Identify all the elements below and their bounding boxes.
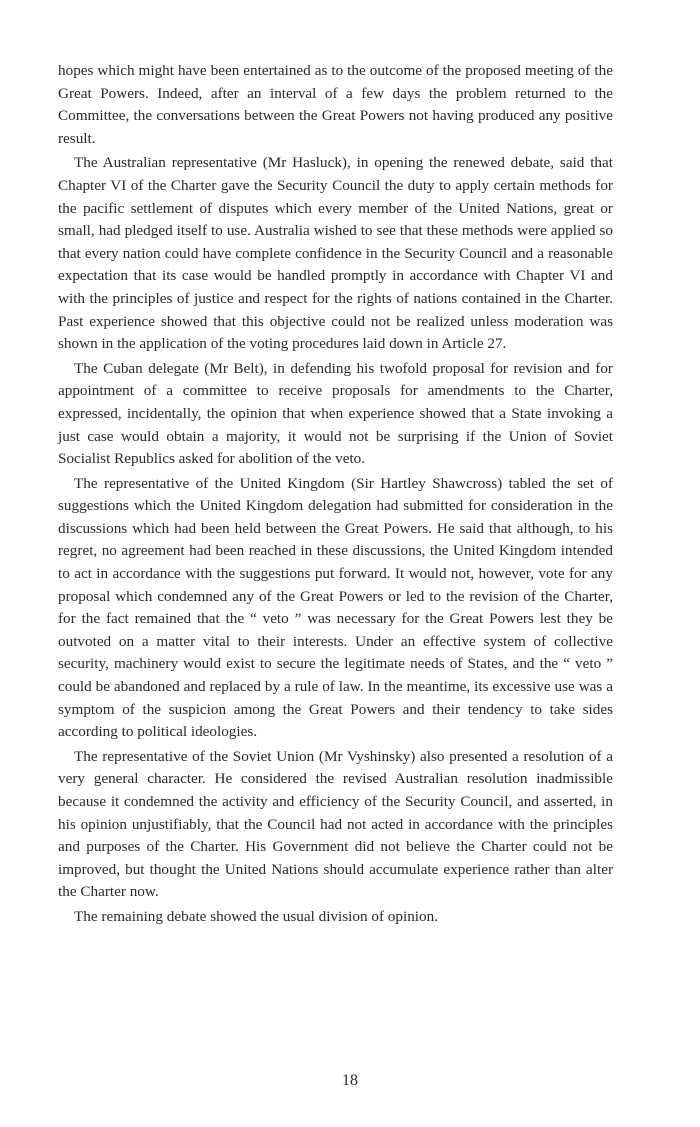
- paragraph-cuban-delegate: The Cuban delegate (Mr Belt), in defending his twofold proposal for revision and for appointment of a committee to receive proposals for amendments to the Charter, expressed, incidentally, the opinion that when experience showed that a State invoking a just case would obtain a majority, it would not be surprising if the Union of Soviet Socialist Republics asked for abolition of the veto.: [58, 359, 613, 468]
- paragraph-continuation: hopes which might have been entertained as to the outcome of the proposed meeting of the Great Powers. Indeed, after an interval of a few days the problem returned to the Committee, the conversations between the Great Powers not having produced any positive result.: [58, 62, 613, 147]
- page-number: 18: [342, 1072, 358, 1089]
- page-body: [58, 60, 613, 931]
- paragraph-remaining-debate: The remaining debate showed the usual division of opinion.: [74, 907, 439, 925]
- paragraph-united-kingdom-representative: The representative of the United Kingdom (Sir Hartley Shawcross) tabled the set of suggestions which the United Kingdom delegation had submitted for consideration in the discussions which had been held between the Great Powers. He said that although, to his regret, no agreement had been reached in these discussions, the United Kingdom intended to act in accordance with the suggestions put forward. It would not, however, vote for any proposal which condemned any of the Great Powers or led to the revision of the Charter, for the fact remained that the “ veto ” was necessary for the Great Powers lest they be outvoted on a matter vital to their interests. Under an effective system of collective security, machinery would exist to secure the legitimate needs of States, and the “ veto ” could be abandoned and replaced by a rule of law. In the meantime, its excessive use was a symptom of the suspicion among the Great Powers and their tendency to take sides according to political ideologies.: [58, 474, 613, 741]
- paragraph-australian-representative: The Australian representative (Mr Hasluck), in opening the renewed debate, said that Chapter VI of the Charter gave the Security Council the duty to apply certain methods for the pacific settlement of disputes which every member of the United Nations, great or small, had pledged itself to use. Australia wished to see that these methods were applied so that every nation could have complete confidence in the Security Council and a reasonable expectation that its case would be handled promptly in accordance with Chapter VI and with the principles of justice and respect for the rights of nations contained in the Charter. Past experience showed that this objective could not be realized unless moderation was shown in the application of the voting procedures laid down in Article 27.: [58, 154, 613, 353]
- paragraph-soviet-representative: The representative of the Soviet Union (Mr Vyshinsky) also presented a resolution of a very general character. He considered the revised Australian resolution inadmissible because it condemned the activity and efficiency of the Security Council, and asserted, in his opinion unjustifiably, that the Council had not acted in accordance with the principles and purposes of the Charter. His Government did not believe the Charter could not be improved, but thought the United Nations should accumulate experience rather than alter the Charter now.: [58, 747, 613, 901]
